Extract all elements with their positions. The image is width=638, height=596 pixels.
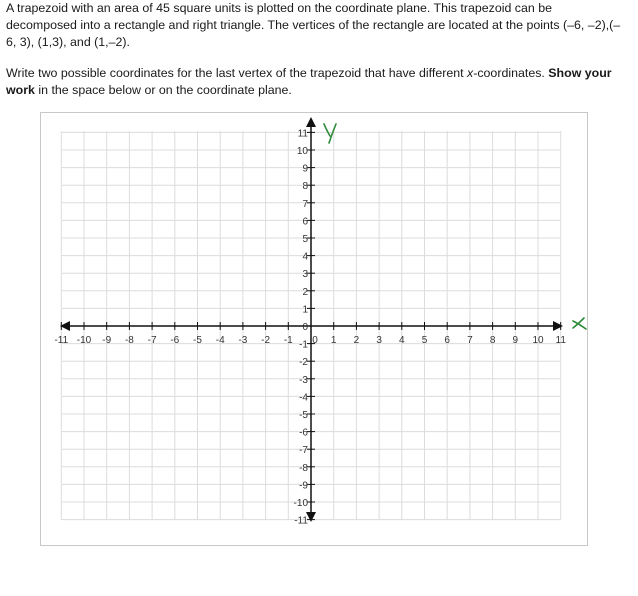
y-tick-label: -7 [299, 445, 308, 457]
y-tick-label: 0 [302, 322, 308, 333]
y-tick-label: -6 [299, 427, 308, 439]
instruction-bold: Show your work [6, 66, 612, 97]
y-tick-label: -5 [299, 410, 308, 421]
y-tick-label: -9 [299, 480, 308, 492]
question-paragraph-1: A trapezoid with an area of 45 square units is plotted on the coordinate plane. This trapezoid can be decomposed into a rectangle and right triangle. The vertices of the rectangle are located at the points (–6, –2),(–6, 3), (1,3), and (1,–2). [6, 1, 621, 49]
x-tick-label: 7 [467, 335, 473, 346]
y-tick-label: 10 [296, 146, 308, 157]
x-tick-label: -7 [147, 335, 157, 346]
x-tick-label: 10 [532, 335, 544, 346]
x-tick-label: -9 [102, 335, 112, 346]
y-tick-label: 7 [302, 198, 308, 210]
x-tick-label: 3 [376, 335, 382, 346]
handwritten-x-label [573, 318, 586, 329]
x-tick-label: 11 [555, 335, 566, 346]
x-tick-label: -10 [76, 335, 92, 346]
y-tick-label: -2 [299, 357, 308, 369]
instruction-text-2: -coordinates. [473, 66, 549, 80]
x-tick-label: 1 [330, 335, 337, 346]
y-tick-label: -11 [294, 515, 308, 527]
x-tick-label: -8 [124, 335, 134, 346]
x-axis-right-arrow [553, 321, 563, 331]
y-tick-label: 3 [302, 269, 308, 281]
handwriting [324, 124, 586, 329]
x-tick-label: -6 [170, 335, 180, 346]
x-tick-label: -1 [283, 335, 293, 346]
y-tick-label: 9 [302, 163, 308, 175]
y-tick-label: 4 [302, 251, 308, 263]
x-tick-label: 4 [399, 335, 405, 346]
y-tick-label: -1 [299, 339, 308, 351]
x-tick-label: 5 [421, 335, 428, 346]
y-tick-label: 5 [302, 234, 308, 245]
y-tick-label: -10 [293, 498, 308, 509]
x-tick-label: 8 [489, 335, 496, 346]
y-tick-label: -3 [299, 374, 308, 386]
axes [60, 117, 563, 522]
x-tick-label: -11 [54, 335, 69, 346]
y-tick-label: 11 [297, 128, 308, 140]
x-tick-label: 0 [312, 335, 318, 346]
y-tick-label: 8 [302, 181, 308, 193]
y-tick-label: -4 [299, 392, 308, 404]
x-tick-label: 2 [353, 335, 360, 346]
instruction-text-1: Write two possible coordinates for the last vertex of the trapezoid that have different [6, 66, 468, 80]
x-tick-label: -3 [238, 335, 248, 346]
x-tick-label: 6 [444, 335, 450, 346]
x-tick-label: -5 [193, 335, 202, 346]
y-tick-label: 2 [302, 286, 308, 298]
y-axis-up-arrow [306, 117, 316, 127]
y-tick-label: -8 [299, 462, 308, 474]
instruction-italic: x [467, 66, 474, 80]
y-tick-label: 1 [302, 304, 308, 316]
x-tick-label: -4 [215, 335, 225, 346]
x-tick-label: -2 [261, 335, 271, 346]
x-tick-label: 9 [512, 335, 519, 346]
y-tick-label: 6 [302, 216, 308, 228]
instruction-text-3: in the space below or on the coordinate plane. [34, 83, 292, 97]
